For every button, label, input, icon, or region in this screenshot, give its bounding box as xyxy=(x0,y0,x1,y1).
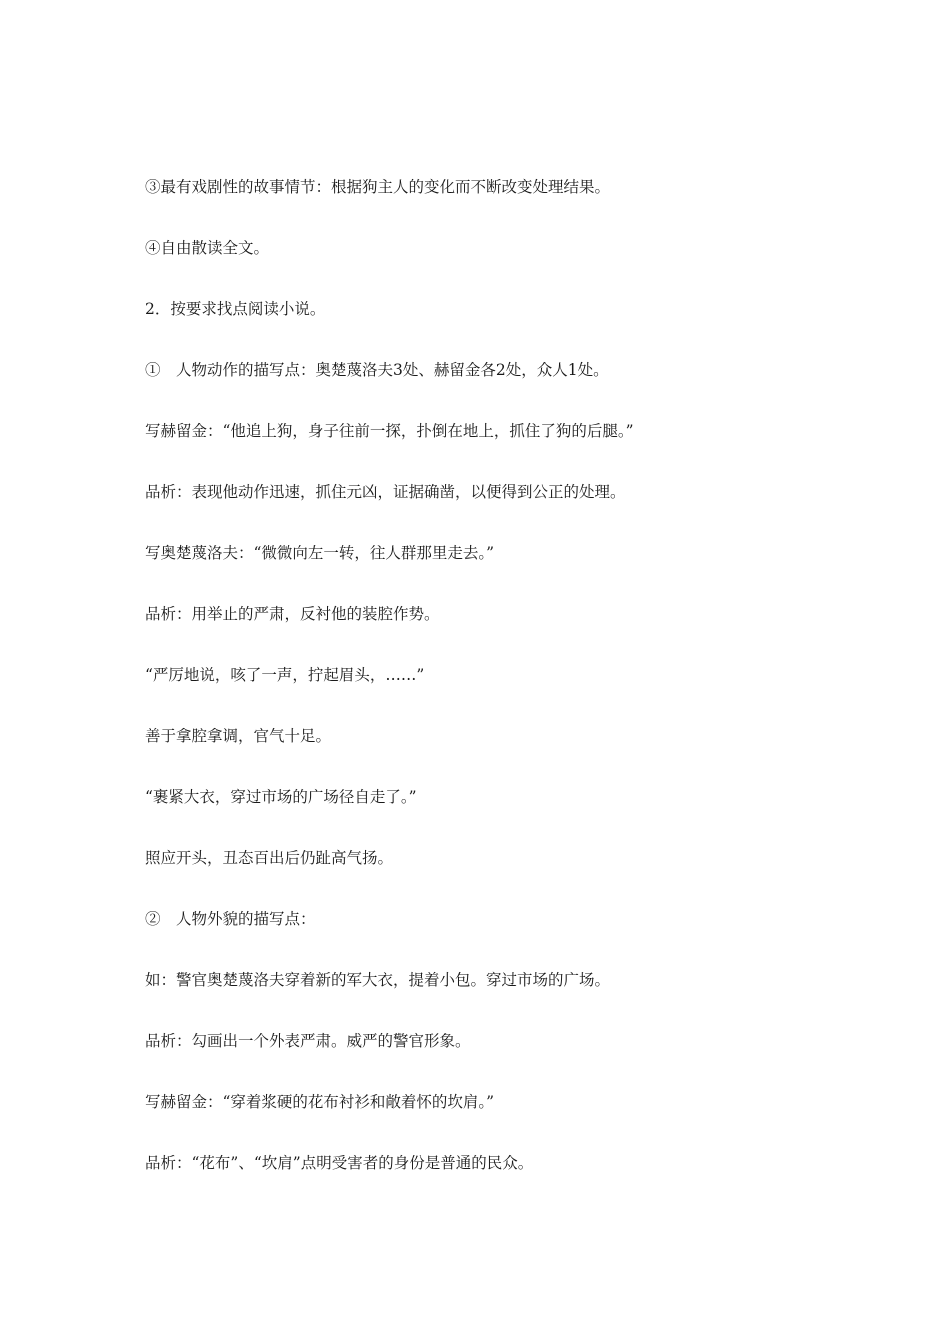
text-line-official-air: 善于拿腔拿调，官气十足。 xyxy=(145,727,332,745)
text-line-quote-coat: “裹紧大衣，穿过市场的广场径自走了。” xyxy=(145,788,417,806)
text-line-example-officer: 如：警官奥楚蔑洛夫穿着新的军大衣，提着小包。穿过市场的广场。 xyxy=(145,971,611,989)
text-line-analysis-1: 品析：表现他动作迅速，抓住元凶，证据确凿，以便得到公正的处理。 xyxy=(145,483,626,501)
text-line-hryukin-appearance: 写赫留金：“穿着浆硬的花布衬衫和敞着怀的坎肩。” xyxy=(145,1093,495,1111)
text-line-echo-opening: 照应开头，丑态百出后仍趾高气扬。 xyxy=(145,849,394,867)
text-line-ochumelov-action: 写奥楚蔑洛夫：“微微向左一转，往人群那里走去。” xyxy=(145,544,495,562)
text-line-analysis-3: 品析：勾画出一个外表严肃。威严的警官形象。 xyxy=(145,1032,471,1050)
text-line-free-reading: ④自由散读全文。 xyxy=(145,239,270,257)
text-line-analysis-4: 品析：“花布”、“坎肩”点明受害者的身份是普通的民众。 xyxy=(145,1154,534,1172)
text-line-hryukin-action: 写赫留金：“他追上狗，身子往前一探，扑倒在地上，抓住了狗的后腿。” xyxy=(145,422,634,440)
text-line-analysis-2: 品析：用举止的严肃，反衬他的装腔作势。 xyxy=(145,605,440,623)
section-heading-2: 2．按要求找点阅读小说。 xyxy=(145,300,326,318)
text-line-action-points: ① 人物动作的描写点：奥楚蔑洛夫3处、赫留金各2处，众人1处。 xyxy=(145,361,609,379)
text-line-plot-summary: ③最有戏剧性的故事情节：根据狗主人的变化而不断改变处理结果。 xyxy=(145,178,611,196)
text-line-appearance-points: ② 人物外貌的描写点： xyxy=(145,910,316,928)
text-line-quote-stern: “严厉地说，咳了一声，拧起眉头，……” xyxy=(145,666,425,684)
